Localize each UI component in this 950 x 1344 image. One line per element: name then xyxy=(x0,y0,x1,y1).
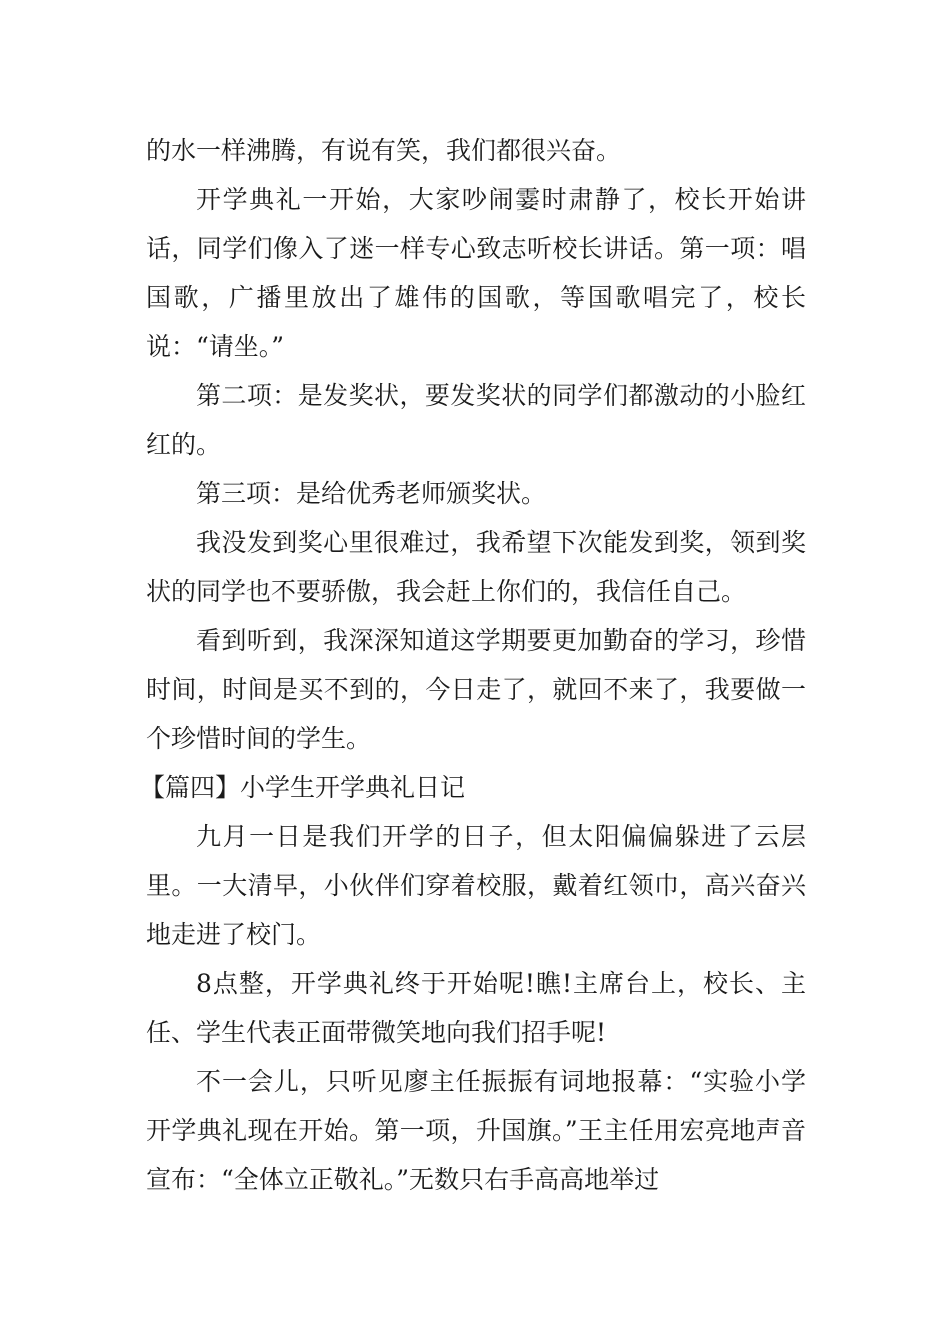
paragraph-cherish-time: 看到听到，我深深知道这学期要更加勤奋的学习，珍惜时间，时间是买不到的，今日走了，就回不来了，我要做一个珍惜时间的学生。 xyxy=(146,626,806,753)
paragraph-continuation: 的水一样沸腾，有说有笑，我们都很兴奋。 xyxy=(146,136,622,165)
paragraph-second-item: 第二项：是发奖状，要发奖状的同学们都激动的小脸红红的。 xyxy=(146,381,806,459)
paragraph-third-item: 第三项：是给优秀老师颁奖状。 xyxy=(196,479,547,508)
paragraph-first-day: 九月一日是我们开学的日子，但太阳偏偏躲进了云层里。一大清早，小伙伴们穿着校服，戴着红领巾，高兴奋兴地走进了校门。 xyxy=(146,822,806,949)
paragraph-ceremony-start: 开学典礼一开始，大家吵闹霎时肃静了，校长开始讲话，同学们像入了迷一样专心致志听校长讲话。第一项：唱国歌，广播里放出了雄伟的国歌，等国歌唱完了，校长说：“请坐。” xyxy=(146,185,806,361)
paragraph-eight-oclock: 8点整，开学典礼终于开始呢!瞧!主席台上，校长、主任、学生代表正面带微笑地向我们招手呢! xyxy=(146,969,806,1047)
paragraph-flag-raising: 不一会儿，只听见廖主任振振有词地报幕：“实验小学开学典礼现在开始。第一项，升国旗。”王主任用宏亮地声音宣布：“全体立正敬礼。”无数只右手高高地举过 xyxy=(146,1067,806,1194)
document-page xyxy=(140,126,806,1204)
section-heading: 【篇四】小学生开学典礼日记 xyxy=(140,773,466,802)
paragraph-no-award: 我没发到奖心里很难过，我希望下次能发到奖，领到奖状的同学也不要骄傲，我会赶上你们的，我信任自己。 xyxy=(146,528,806,606)
